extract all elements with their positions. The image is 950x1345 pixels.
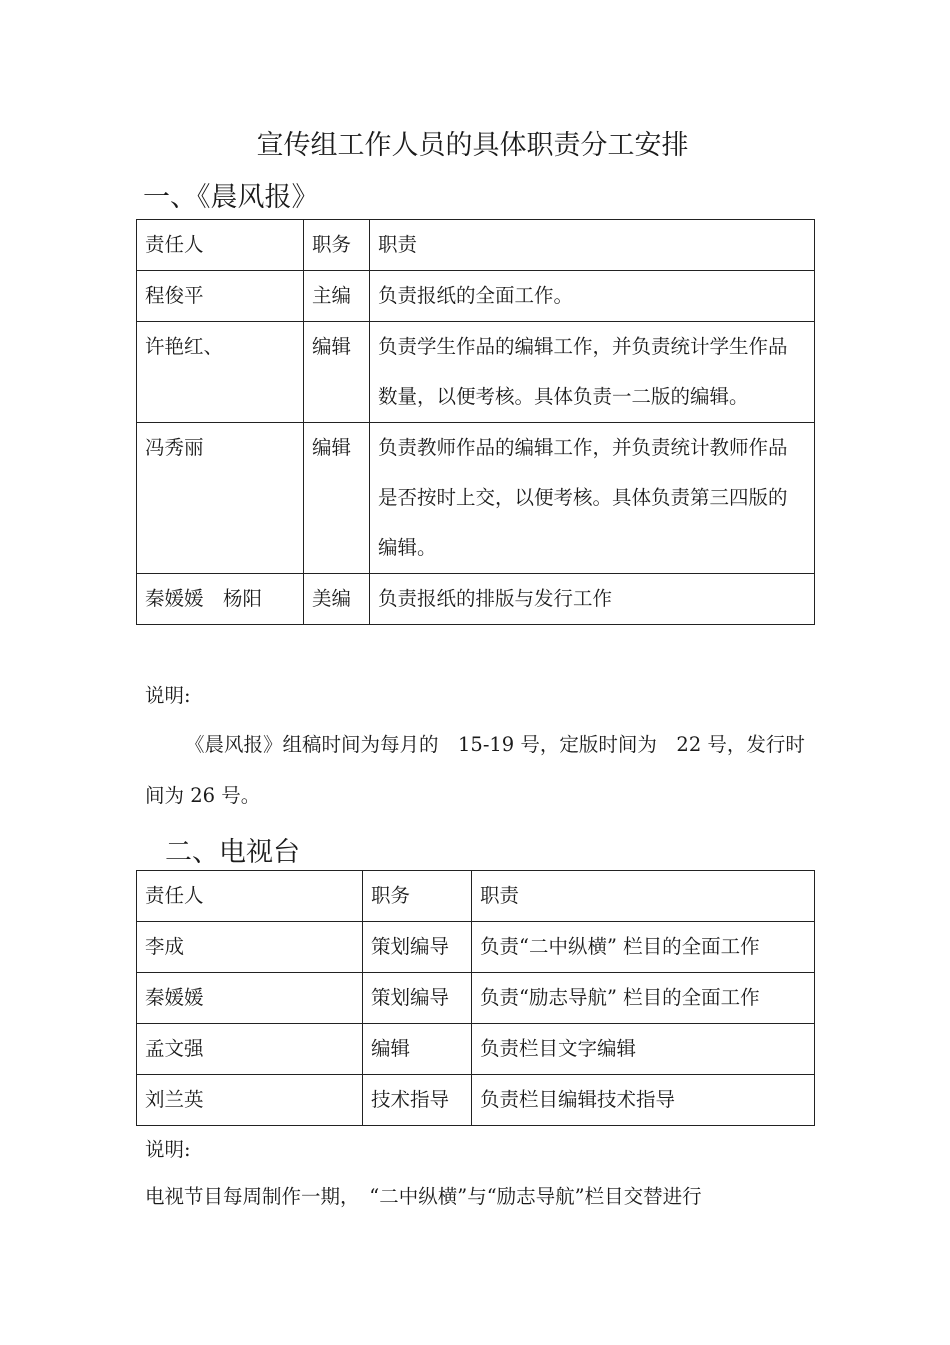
table-header-row: [137, 220, 815, 271]
note-text: 《晨风报》组稿时间为每月的 15-19 号，定版时间为 22 号，发行时间为 26 号。: [145, 733, 805, 807]
role-cell: 策划编导: [363, 973, 472, 1024]
section-heading-newspaper: 一、《晨风报》: [143, 182, 319, 213]
person-cell: 秦媛媛 杨阳: [137, 574, 304, 625]
person-cell: 秦媛媛: [137, 973, 363, 1024]
person-cell: 冯秀丽: [137, 423, 304, 574]
role-cell: 技术指导: [363, 1075, 472, 1126]
duty-cell: 负责报纸的全面工作。: [370, 271, 815, 322]
table-row: [137, 574, 815, 625]
table-row: [137, 1024, 815, 1075]
role-cell: 美编: [304, 574, 370, 625]
header-role: 职务: [363, 871, 472, 922]
page-title: 宣传组工作人员的具体职责分工安排: [256, 130, 689, 161]
duty-cell: 负责教师作品的编辑工作，并负责统计教师作品是否按时上交，以便考核。具体负责第三四版的编辑。: [370, 423, 815, 574]
duty-cell: 负责学生作品的编辑工作，并负责统计学生作品数量，以便考核。具体负责一二版的编辑。: [370, 322, 815, 423]
header-role: 职务: [304, 220, 370, 271]
note-label: 说明:: [145, 1138, 191, 1161]
header-person: 责任人: [137, 871, 363, 922]
person-cell: 程俊平: [137, 271, 304, 322]
section-heading-tv: 二、电视台: [165, 837, 300, 868]
table-row: [137, 423, 815, 574]
person-cell: 许艳红、: [137, 322, 304, 423]
person-cell: 孟文强: [137, 1024, 363, 1075]
header-duty: 职责: [472, 871, 815, 922]
duty-cell: 负责栏目文字编辑: [472, 1024, 815, 1075]
role-cell: 策划编导: [363, 922, 472, 973]
role-cell: 编辑: [363, 1024, 472, 1075]
note-label: 说明:: [145, 684, 191, 707]
role-cell: 编辑: [304, 423, 370, 574]
table-row: [137, 322, 815, 423]
role-cell: 编辑: [304, 322, 370, 423]
table-row: [137, 922, 815, 973]
duty-cell: 负责报纸的排版与发行工作: [370, 574, 815, 625]
person-cell: 李成: [137, 922, 363, 973]
table-row: [137, 1075, 815, 1126]
duty-cell: 负责栏目编辑技术指导: [472, 1075, 815, 1126]
duty-cell: 负责“二中纵横” 栏目的全面工作: [472, 922, 815, 973]
person-cell: 刘兰英: [137, 1075, 363, 1126]
table-row: [137, 271, 815, 322]
table-header-row: [137, 871, 815, 922]
header-duty: 职责: [370, 220, 815, 271]
header-person: 责任人: [137, 220, 304, 271]
duty-cell: 负责“励志导航” 栏目的全面工作: [472, 973, 815, 1024]
table-row: [137, 973, 815, 1024]
note-text: 电视节目每周制作一期， “二中纵横”与“励志导航”栏目交替进行: [145, 1185, 702, 1208]
role-cell: 主编: [304, 271, 370, 322]
tv-duty-table: [136, 870, 815, 1126]
newspaper-duty-table: [136, 219, 815, 625]
